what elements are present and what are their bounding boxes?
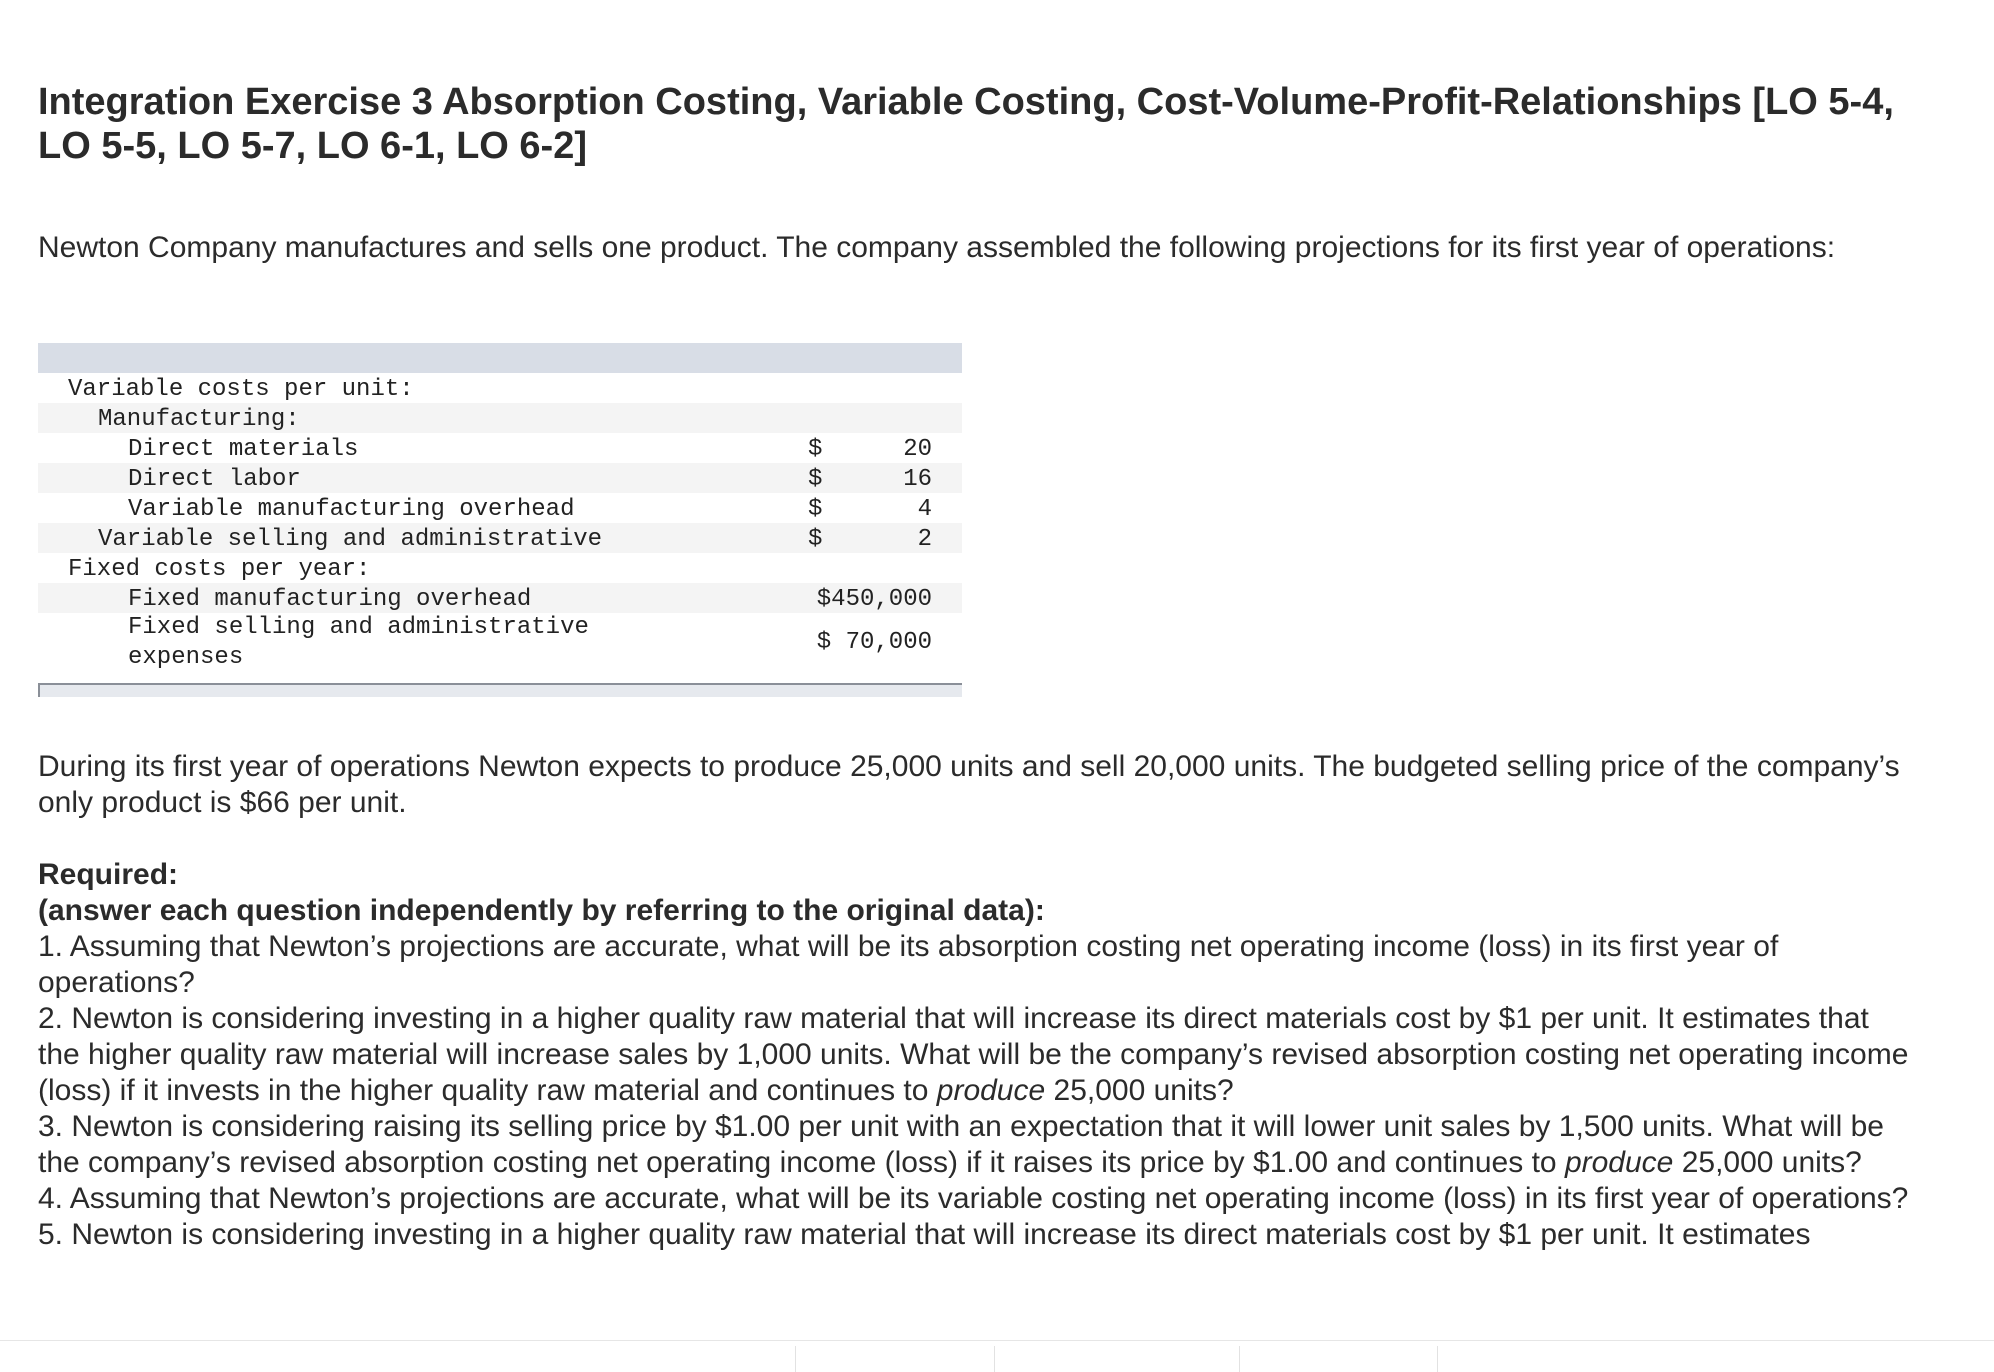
direct-materials-value: 20 <box>903 436 932 463</box>
footer-divider <box>1239 1346 1240 1372</box>
fixed-mfg-overhead-label: Fixed manufacturing overhead <box>128 586 532 613</box>
page-title: Integration Exercise 3 Absorption Costing, Variable Costing, Cost-Volume-Profit-Relationships [LO 5-4, LO 5-5, LO 5-7, LO 6-1, LO 6-2] <box>38 81 1894 167</box>
question-2: 2. Newton is considering investing in a higher quality raw material that will increase its direct materials cost by $1 per unit. It estimates that the higher quality raw material will increase sales by 1,000 units. What will be the company’s revised absorption costing net operating income (loss) if it invests in the higher quality raw material and continues to produce 25,000 units? <box>38 1002 1909 1107</box>
emphasis-produce: produce <box>1564 1146 1674 1179</box>
table-header-bar <box>38 343 962 373</box>
required-subheading: (answer each question independently by referring to the original data): <box>38 894 1045 927</box>
currency-symbol: $ <box>808 526 823 553</box>
projections-table <box>38 343 962 697</box>
variable-costs-header: Variable costs per unit: <box>68 376 414 403</box>
currency-symbol: $ <box>808 496 823 523</box>
table-row <box>38 613 962 673</box>
fixed-sga-value: $ 70,000 <box>816 629 932 656</box>
question-5: 5. Newton is considering investing in a higher quality raw material that will increase its direct materials cost by $1 per unit. It estimates <box>38 1218 1811 1251</box>
question-1: 1. Assuming that Newton’s projections are accurate, what will be its absorption costing net operating income (loss) in its first year of operations? <box>38 930 1779 999</box>
table-row <box>38 553 962 583</box>
currency-symbol: $ <box>808 436 823 463</box>
direct-labor-value: 16 <box>903 466 932 493</box>
table-row <box>38 463 962 493</box>
variable-mfg-overhead-label: Variable manufacturing overhead <box>128 496 575 523</box>
fixed-costs-header: Fixed costs per year: <box>68 556 371 583</box>
variable-sga-label: Variable selling and administrative <box>98 526 603 553</box>
direct-labor-label: Direct labor <box>128 466 301 493</box>
currency-symbol: $ <box>808 466 823 493</box>
bottom-divider <box>0 1340 1994 1341</box>
question-3: 3. Newton is considering raising its selling price by $1.00 per unit with an expectation that it will lower unit sales by 1,500 units. What will be the company’s revised absorption costing net operating income (loss) if it raises its price by $1.00 and continues to produce 25,000 units? <box>38 1110 1884 1179</box>
footer-divider <box>994 1346 995 1372</box>
direct-materials-label: Direct materials <box>128 436 359 463</box>
variable-mfg-overhead-value: 4 <box>917 496 932 523</box>
table-row <box>38 493 962 523</box>
fixed-sga-label: Fixed selling and administrative expenses <box>128 614 589 671</box>
intro-paragraph: Newton Company manufactures and sells one product. The company assembled the following projections for its first year of operations: <box>38 231 1836 264</box>
fixed-mfg-overhead-value: $450,000 <box>816 586 932 613</box>
table-footer-bar <box>38 683 962 697</box>
footer-divider <box>795 1346 796 1372</box>
footer-divider <box>1437 1346 1438 1372</box>
required-section <box>38 857 1918 1253</box>
table-row <box>38 523 962 553</box>
manufacturing-header: Manufacturing: <box>98 406 300 433</box>
emphasis-produce: produce <box>936 1074 1046 1107</box>
table-row <box>38 373 962 403</box>
table-row <box>38 403 962 433</box>
required-heading: Required: <box>38 858 179 891</box>
variable-sga-value: 2 <box>917 526 932 553</box>
question-4: 4. Assuming that Newton’s projections are accurate, what will be its variable costing net operating income (loss) in its first year of operations? <box>38 1182 1909 1215</box>
table-row <box>38 583 962 613</box>
production-paragraph: During its first year of operations Newton expects to produce 25,000 units and sell 20,000 units. The budgeted selling price of the company’s only product is $66 per unit. <box>38 750 1900 819</box>
table-row <box>38 433 962 463</box>
